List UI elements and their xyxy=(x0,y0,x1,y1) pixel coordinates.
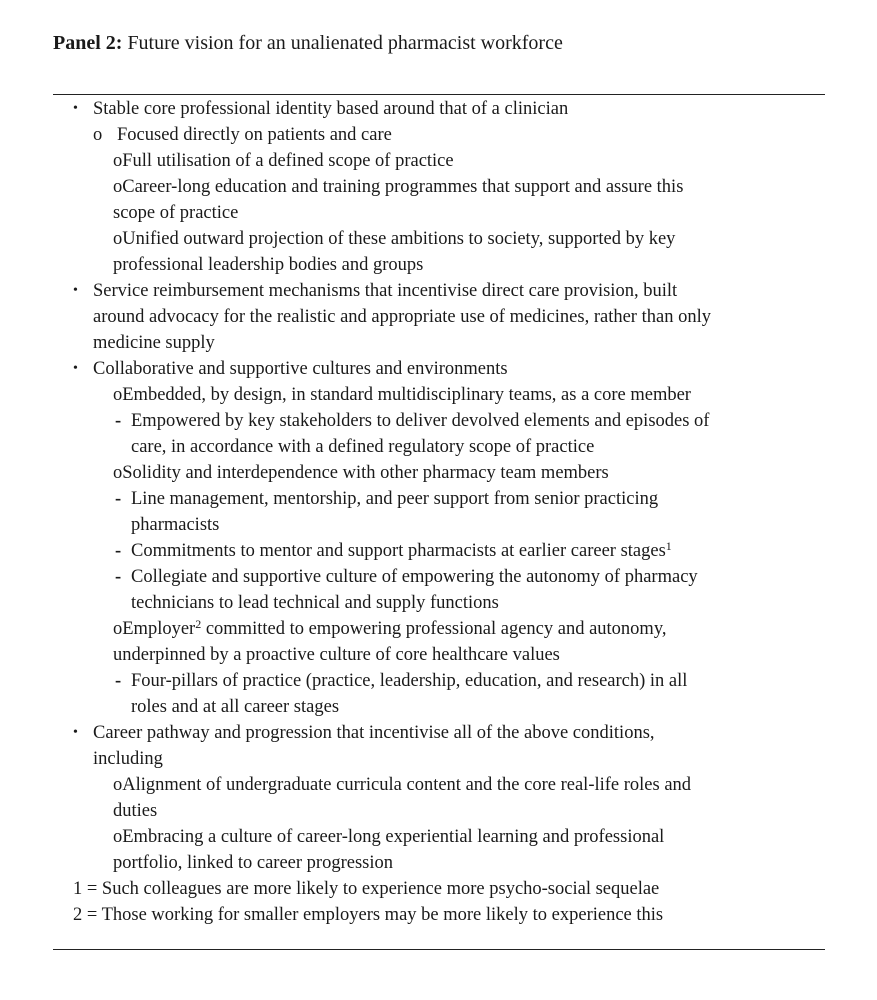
list-item: underpinned by a proactive culture of core healthcare values xyxy=(113,645,560,665)
bottom-rule xyxy=(53,949,825,950)
list-item: Career pathway and progression that incentivise all of the above conditions, xyxy=(93,723,655,743)
list-item: oFull utilisation of a defined scope of practice xyxy=(113,151,454,171)
dash-marker: - xyxy=(115,567,122,587)
top-rule xyxy=(53,94,825,95)
dash-marker: - xyxy=(115,671,122,691)
list-item: scope of practice xyxy=(113,203,239,223)
bullet-marker: • xyxy=(73,361,78,376)
footnote-2: 2 = Those working for smaller employers may be more likely to experience this xyxy=(73,905,664,925)
panel-label: Panel 2: xyxy=(53,32,123,54)
bullet-marker: • xyxy=(73,283,78,298)
list-item: medicine supply xyxy=(93,333,215,353)
list-item: care, in accordance with a defined regulatory scope of practice xyxy=(131,437,595,457)
list-item: around advocacy for the realistic and appropriate use of medicines, rather than only xyxy=(93,307,711,327)
list-item: roles and at all career stages xyxy=(131,697,340,717)
list-item-text: Commitments to mentor and support pharmacists at earlier career stages xyxy=(131,541,666,561)
list-item: professional leadership bodies and groups xyxy=(113,255,424,275)
list-item: Focused directly on patients and care xyxy=(117,125,392,145)
circle-marker: o xyxy=(93,125,103,145)
panel-title xyxy=(53,28,563,58)
list-item: Empowered by key stakeholders to deliver devolved elements and episodes of xyxy=(131,411,710,431)
list-item xyxy=(113,616,667,642)
list-item: including xyxy=(93,749,163,769)
list-item: oAlignment of undergraduate curricula content and the core real-life roles and xyxy=(113,775,692,795)
list-item: Collegiate and supportive culture of empowering the autonomy of pharmacy xyxy=(131,567,698,587)
list-item: Stable core professional identity based around that of a clinician xyxy=(93,99,569,119)
bullet-marker: • xyxy=(73,101,78,116)
list-item: oSolidity and interdependence with other pharmacy team members xyxy=(113,463,609,483)
list-item-text: committed to empowering professional agency and autonomy, xyxy=(201,619,667,639)
list-item-text: oEmployer xyxy=(113,619,196,639)
panel-heading: Future vision for an unalienated pharmacist workforce xyxy=(127,32,563,54)
footnote-1: 1 = Such colleagues are more likely to experience more psycho-social sequelae xyxy=(73,879,660,899)
list-item: Line management, mentorship, and peer support from senior practicing xyxy=(131,489,659,509)
list-item: oUnified outward projection of these ambitions to society, supported by key xyxy=(113,229,676,249)
list-item: Service reimbursement mechanisms that incentivise direct care provision, built xyxy=(93,281,678,301)
dash-marker: - xyxy=(115,541,122,561)
list-item: pharmacists xyxy=(131,515,220,535)
footnote-ref: 1 xyxy=(665,539,672,553)
list-item: Four-pillars of practice (practice, leadership, education, and research) in all xyxy=(131,671,688,691)
list-item: portfolio, linked to career progression xyxy=(113,853,393,873)
dash-marker: - xyxy=(115,489,122,509)
list-item: Collaborative and supportive cultures and environments xyxy=(93,359,508,379)
list-item: oEmbedded, by design, in standard multidisciplinary teams, as a core member xyxy=(113,385,691,405)
dash-marker: - xyxy=(115,411,122,431)
list-item: oEmbracing a culture of career-long experiential learning and professional xyxy=(113,827,665,847)
list-item: oCareer-long education and training programmes that support and assure this xyxy=(113,177,684,197)
list-item xyxy=(131,538,672,564)
bullet-marker: • xyxy=(73,725,78,740)
footnote-ref: 2 xyxy=(195,617,202,631)
list-item: technicians to lead technical and supply functions xyxy=(131,593,499,613)
list-item: duties xyxy=(113,801,158,821)
